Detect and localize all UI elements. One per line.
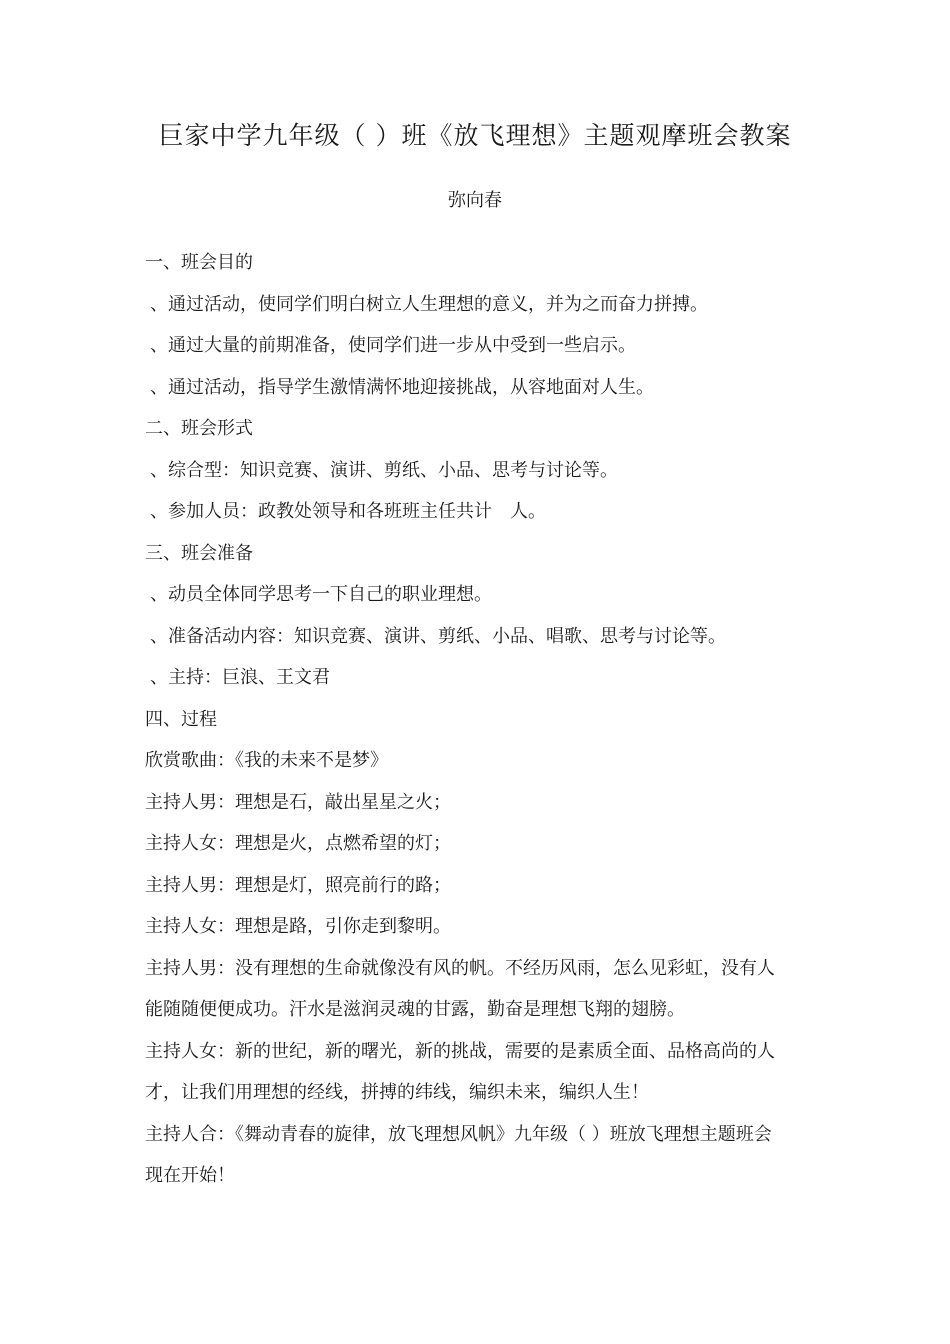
paragraph-line: 、参加人员：政教处领导和各班班主任共计 人。 bbox=[150, 501, 546, 522]
paragraph-line: 、主持：巨浪、王文君 bbox=[150, 667, 330, 688]
section-heading: 一、班会目的 bbox=[145, 252, 253, 273]
section-heading: 三、班会准备 bbox=[145, 543, 253, 564]
paragraph-line: 主持人女：理想是路，引你走到黎明。 bbox=[145, 916, 451, 937]
section-heading: 四、过程 bbox=[145, 709, 217, 730]
document-title: 巨家中学九年级（ ）班《放飞理想》主题观摩班会教案 bbox=[158, 121, 792, 150]
paragraph-line: 、通过活动，指导学生激情满怀地迎接挑战，从容地面对人生。 bbox=[150, 377, 654, 398]
paragraph-line: 、动员全体同学思考一下自己的职业理想。 bbox=[150, 584, 492, 605]
document-author: 弥向春 bbox=[448, 190, 502, 211]
section-heading: 二、班会形式 bbox=[145, 418, 253, 439]
paragraph-line: 主持人合：《舞动青春的旋律，放飞理想风帆》九年级（ ）班放飞理想主题班会 bbox=[145, 1124, 772, 1145]
paragraph-line: 、通过活动，使同学们明白树立人生理想的意义，并为之而奋力拼搏。 bbox=[150, 294, 708, 315]
paragraph-line: 欣赏歌曲：《我的未来不是梦》 bbox=[145, 750, 388, 771]
paragraph-line: 主持人男：理想是灯，照亮前行的路； bbox=[145, 875, 451, 896]
paragraph-line: 现在开始！ bbox=[145, 1165, 235, 1186]
paragraph-line: 主持人男：没有理想的生命就像没有风的帆。不经历风雨，怎么见彩虹，没有人 bbox=[145, 958, 775, 979]
paragraph-line: 主持人女：理想是火，点燃希望的灯； bbox=[145, 833, 451, 854]
paragraph-line: 、准备活动内容：知识竞赛、演讲、剪纸、小品、唱歌、思考与讨论等。 bbox=[150, 626, 726, 647]
paragraph-line: 、综合型：知识竞赛、演讲、剪纸、小品、思考与讨论等。 bbox=[150, 460, 618, 481]
paragraph-line: 、通过大量的前期准备，使同学们进一步从中受到一些启示。 bbox=[150, 335, 636, 356]
paragraph-line: 能随随便便成功。汗水是滋润灵魂的甘露，勤奋是理想飞翔的翅膀。 bbox=[145, 999, 685, 1020]
paragraph-line: 才，让我们用理想的经线，拼搏的纬线，编织未来，编织人生！ bbox=[145, 1082, 649, 1103]
paragraph-line: 主持人女：新的世纪，新的曙光，新的挑战，需要的是素质全面、品格高尚的人 bbox=[145, 1041, 775, 1062]
paragraph-line: 主持人男：理想是石，敲出星星之火； bbox=[145, 792, 451, 813]
